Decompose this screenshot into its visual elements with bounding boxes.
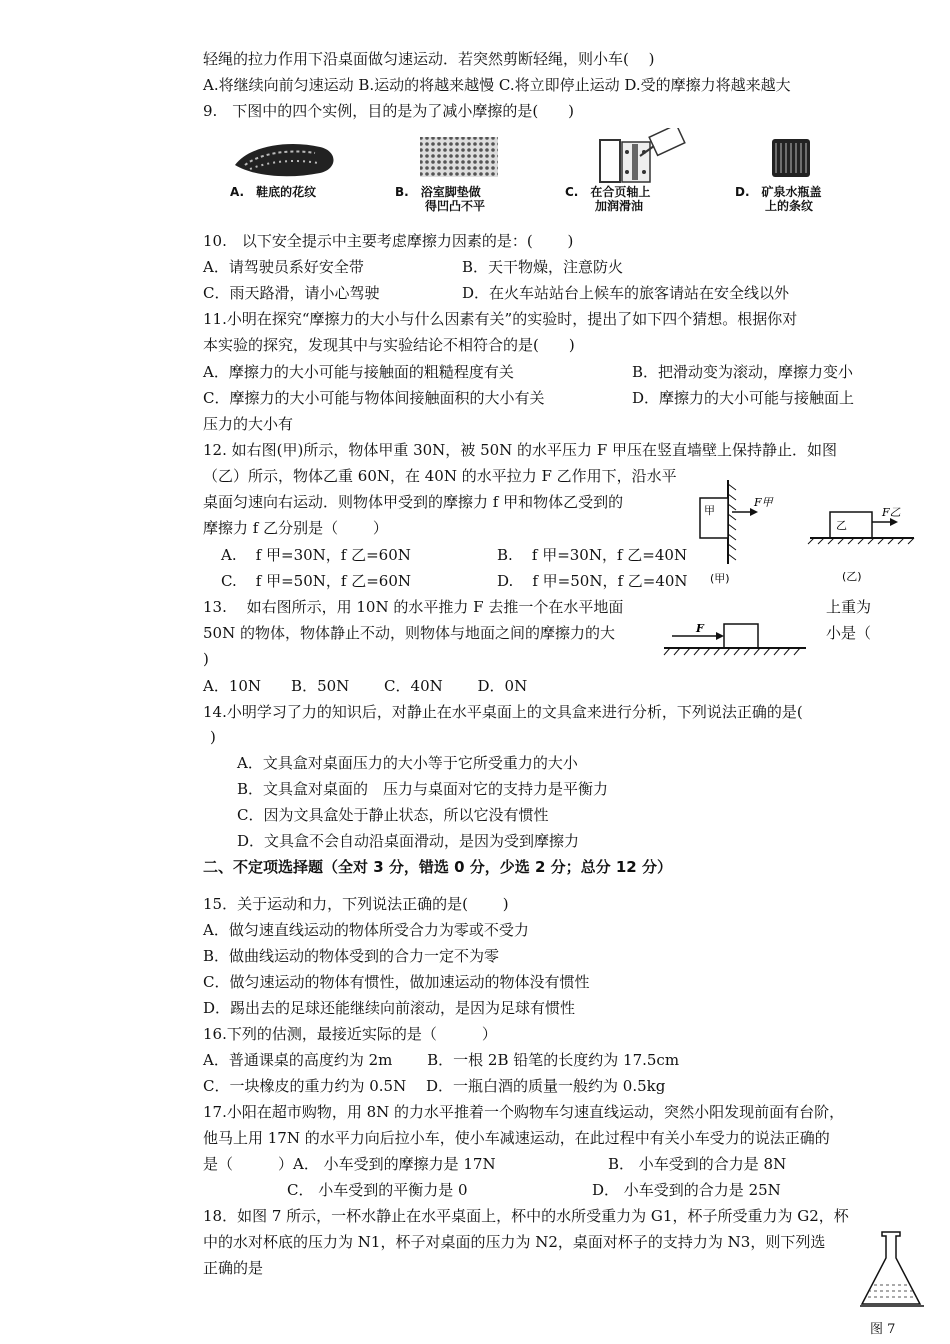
q15-option-d: D．踢出去的足球还能继续向前滚动，是因为足球有惯性 — [203, 999, 576, 1017]
q9-caption-c: C. 在合页轴上 加润滑油 — [565, 185, 651, 213]
q12-option-a: A. f 甲=30N，f 乙=60N — [221, 546, 411, 564]
q14-stem: 14.小明学习了力的知识后，对静止在水平桌面上的文具盒来进行分析，下列说法正确的是( — [203, 703, 803, 721]
q9-caption-d: D. 矿泉水瓶盖 上的条纹 — [735, 185, 822, 213]
q18-line1: 18．如图 7 所示，一杯水静止在水平桌面上，杯中的水所受重力为 G1，杯子所受重力为 G2，杯 — [203, 1207, 849, 1225]
q9-caption-a: A. 鞋底的花纹 — [230, 185, 317, 199]
q14-option-a: A．文具盒对桌面压力的大小等于它所受重力的大小 — [237, 754, 578, 772]
bath-mat-image — [418, 135, 500, 180]
q9-stem: 9. 下图中的四个实例，目的是为了减小摩擦的是( ) — [203, 102, 575, 120]
q11-option-d: D．摩擦力的大小可能与接触面上 — [632, 389, 855, 407]
q12-line2: （乙）所示，物体乙重 60N，在 40N 的水平拉力 F 乙作用下，沿水平 — [203, 467, 677, 485]
q8-line1: 轻绳的拉力作用下沿桌面做匀速运动．若突然剪断轻绳，则小车( ) — [203, 50, 655, 68]
yi-block-label: 乙 — [836, 519, 847, 532]
q11-option-b: B．把滑动变为滚动，摩擦力变小 — [632, 363, 854, 381]
yi-caption: (乙) — [842, 570, 862, 583]
q12-option-c: C. f 甲=50N，f 乙=60N — [221, 572, 411, 590]
q11-stem-line1: 11.小明在探究“摩擦力的大小与什么因素有关”的实验时，提出了如下四个猜想。根据你对 — [203, 310, 798, 328]
q17-option-c: C． 小车受到的平衡力是 0 — [287, 1181, 468, 1199]
jia-block-label: 甲 — [704, 504, 715, 517]
q14-option-d: D．文具盒不会自动沿桌面滑动，是因为受到摩擦力 — [237, 832, 580, 850]
q12-line1: 12. 如右图(甲)所示，物体甲重 30N，被 50N 的水平压力 F 甲压在竖直墙壁上保持静止．如图 — [203, 441, 838, 459]
q13-line1: 13. 如右图所示，用 10N 的水平推力 F 去推一个在水平地面 — [203, 598, 624, 616]
jia-force-label: F甲 — [754, 496, 773, 509]
q17-line1: 17.小阳在超市购物，用 8N 的力水平推着一个购物车匀速直线运动，突然小阳发现前面有台阶， — [203, 1103, 845, 1121]
q15-option-c: C．做匀速运动的物体有惯性，做加速运动的物体没有惯性 — [203, 973, 590, 991]
q13-line1-end: 上重为 — [826, 598, 872, 616]
q14-option-c: C．因为文具盒处于静止状态，所以它没有惯性 — [237, 806, 549, 824]
q13-force-label: F — [696, 622, 704, 635]
q9-caption-b: B. 浴室脚垫做 得凹凸不平 — [395, 185, 486, 213]
q16-stem: 16.下列的估测，最接近实际的是（ ） — [203, 1025, 497, 1043]
q18-line2: 中的水对杯底的压力为 N1，杯子对桌面的压力为 N2，桌面对杯子的支持力为 N3，则下列选 — [203, 1233, 826, 1251]
bottle-cap-image — [766, 135, 816, 180]
q11-option-c: C．摩擦力的大小可能与物体间接触面积的大小有关 — [203, 389, 545, 407]
q11-option-d-continued: 压力的大小有 — [203, 415, 294, 433]
q10-stem: 10. 以下安全提示中主要考虑摩擦力因素的是：( ) — [203, 232, 574, 250]
q12-figure-jia — [688, 476, 788, 591]
q13-line2: 50N 的物体，物体静止不动，则物体与地面之间的摩擦力的大 — [203, 624, 615, 642]
q12-line3: 桌面匀速向右运动．则物体甲受到的摩擦力 f 甲和物体乙受到的 — [203, 493, 624, 511]
q17-option-b: B． 小车受到的合力是 8N — [608, 1155, 787, 1173]
q10-option-a: A．请驾驶员系好安全带 — [203, 258, 364, 276]
q15-option-a: A．做匀速直线运动的物体所受合力为零或不受力 — [203, 921, 529, 939]
q14-option-b: B．文具盒对桌面的 压力与桌面对它的支持力是平衡力 — [237, 780, 609, 798]
q11-option-a: A．摩擦力的大小可能与接触面的粗糙程度有关 — [203, 363, 514, 381]
q11-stem-line2: 本实验的探究，发现其中与实验结论不相符合的是( ) — [203, 336, 575, 354]
q18-figure-caption: 图 7 — [870, 1322, 896, 1337]
q18-flask-figure — [856, 1228, 926, 1312]
q13-line2-end: 小是（ — [826, 624, 872, 642]
jia-caption: (甲) — [710, 572, 730, 585]
q16-options-ab: A．普通课桌的高度约为 2m B．一根 2B 铅笔的长度约为 17.5cm — [203, 1051, 680, 1069]
q13-line3: ) — [203, 650, 209, 668]
q15-stem: 15．关于运动和力，下列说法正确的是( ) — [203, 895, 509, 913]
q14-stem-end: ) — [210, 728, 216, 746]
q18-line3: 正确的是 — [203, 1259, 264, 1277]
q15-option-b: B．做曲线运动的物体受到的合力一定不为零 — [203, 947, 500, 965]
hinge-oil-image — [592, 128, 692, 183]
q12-figure-yi — [806, 500, 916, 590]
q10-option-b: B．天干物燥，注意防火 — [462, 258, 624, 276]
q8-options: A.将继续向前匀速运动 B.运动的将越来越慢 C.将立即停止运动 D.受的摩擦力将越来越大 — [203, 76, 791, 94]
q12-line4: 摩擦力 f 乙分别是（ ） — [203, 519, 388, 537]
q17-option-d: D． 小车受到的合力是 25N — [592, 1181, 781, 1199]
q10-option-c: C．雨天路滑，请小心驾驶 — [203, 284, 380, 302]
section-2-heading: 二、不定项选择题（全对 3 分，错选 0 分，少选 2 分；总分 12 分） — [203, 858, 672, 876]
q12-option-b: B. f 甲=30N，f 乙=40N — [497, 546, 688, 564]
q10-option-d: D．在火车站站台上候车的旅客请站在安全线以外 — [462, 284, 790, 302]
q13-options: A．10N B．50N C．40N D．0N — [203, 677, 528, 695]
q17-line2: 他马上用 17N 的水平力向后拉小车，使小车减速运动，在此过程中有关小车受力的说法正确的 — [203, 1129, 830, 1147]
shoe-sole-image — [230, 135, 340, 180]
q17-line3: 是（ ）A． 小车受到的摩擦力是 17N — [203, 1155, 496, 1173]
q16-options-cd: C．一块橡皮的重力约为 0.5N D．一瓶白酒的质量一般约为 0.5kg — [203, 1077, 666, 1095]
q12-option-d: D. f 甲=50N，f 乙=40N — [497, 572, 688, 590]
yi-force-label: F乙 — [882, 506, 901, 519]
q13-figure — [662, 618, 808, 660]
